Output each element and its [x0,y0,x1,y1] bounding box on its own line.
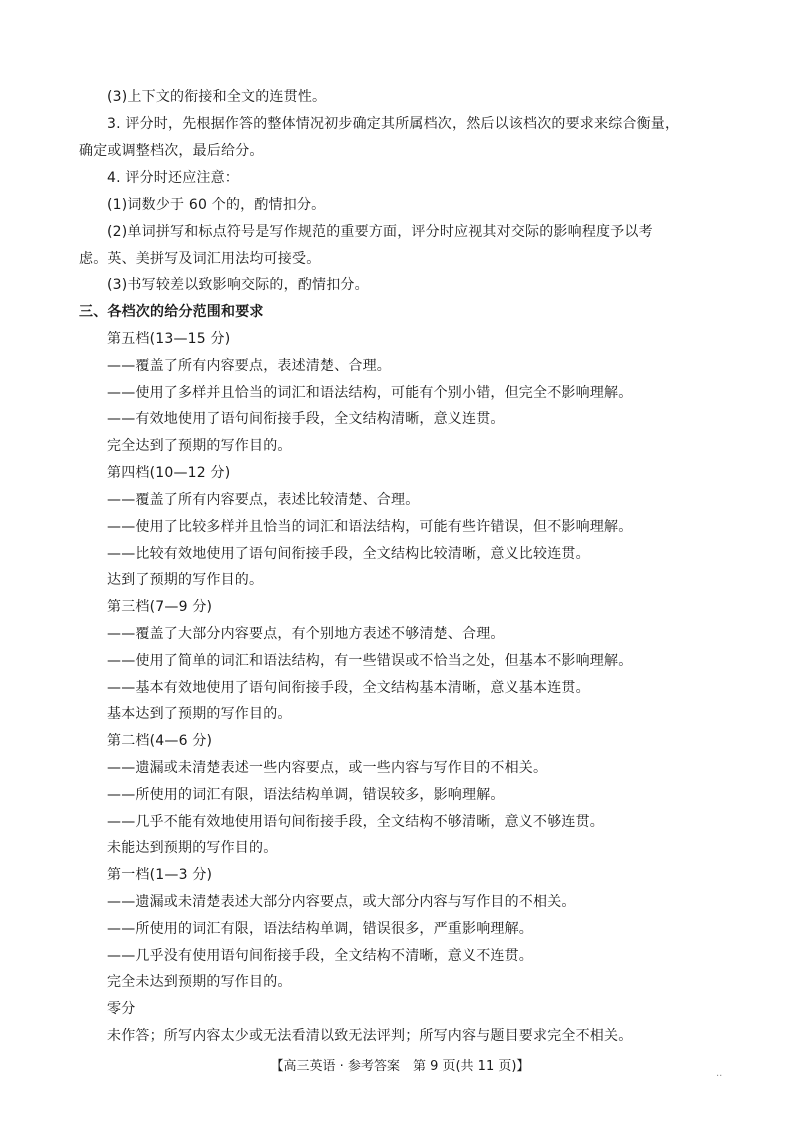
grade-5-summary: 完全达到了预期的写作目的。 [107,438,292,454]
grade-2-item-1: ——遗漏或未清楚表述一些内容要点，或一些内容与写作目的不相关。 [107,760,548,776]
scan-mark: .. [716,1068,723,1079]
grade-2-title: 第二档(4—6 分) [107,733,213,749]
text-line-note-1: (1)词数少于 60 个的，酌情扣分。 [107,197,326,213]
page-footer: 【高三英语 · 参考答案 第 9 页(共 11 页)】 [270,1059,530,1074]
grade-4-summary: 达到了预期的写作目的。 [107,572,264,588]
text-line-note-2-cont: 虑。英、美拼写及词汇用法均可接受。 [79,251,321,267]
text-line-rule-4: 4. 评分时还应注意： [107,170,240,186]
grade-3-item-3: ——基本有效地使用了语句间衔接手段，全文结构基本清晰，意义基本连贯。 [107,680,590,696]
text-line-note-2: (2)单词拼写和标点符号是写作规范的重要方面，评分时应视其对交际的影响程度予以考 [107,224,653,240]
grade-3-item-1: ——覆盖了大部分内容要点，有个别地方表述不够清楚、合理。 [107,626,505,642]
grade-1-item-1: ——遗漏或未清楚表述大部分内容要点，或大部分内容与写作目的不相关。 [107,894,576,910]
text-line-rule-3: 3. 评分时，先根据作答的整体情况初步确定其所属档次，然后以该档次的要求来综合衡量， [107,116,680,132]
text-line-criterion-3: (3)上下文的衔接和全文的连贯性。 [107,89,327,105]
grade-5-item-3: ——有效地使用了语句间衔接手段，全文结构清晰，意义连贯。 [107,411,505,427]
grade-4-item-2: ——使用了比较多样并且恰当的词汇和语法结构，可能有些许错误，但不影响理解。 [107,519,633,535]
grade-2-summary: 未能达到预期的写作目的。 [107,840,278,856]
grade-3-title: 第三档(7—9 分) [107,599,213,615]
text-line-rule-3-cont: 确定或调整档次，最后给分。 [79,143,264,159]
grade-1-title: 第一档(1—3 分) [107,867,213,883]
grade-5-item-2: ——使用了多样并且恰当的词汇和语法结构，可能有个别小错，但完全不影响理解。 [107,385,633,401]
grade-4-title: 第四档(10—12 分) [107,465,231,481]
grade-5-item-1: ——覆盖了所有内容要点，表述清楚、合理。 [107,358,391,374]
grade-2-item-2: ——所使用的词汇有限，语法结构单调，错误较多，影响理解。 [107,787,505,803]
text-line-note-3: (3)书写较差以致影响交际的，酌情扣分。 [107,277,369,293]
grade-3-item-2: ——使用了简单的词汇和语法结构，有一些错误或不恰当之处，但基本不影响理解。 [107,653,633,669]
section-heading: 三、各档次的给分范围和要求 [79,304,264,320]
grade-0-description: 未作答；所写内容太少或无法看清以致无法评判；所写内容与题目要求完全不相关。 [107,1028,633,1044]
grade-3-summary: 基本达到了预期的写作目的。 [107,706,292,722]
grade-4-item-1: ——覆盖了所有内容要点，表述比较清楚、合理。 [107,492,420,508]
grade-1-summary: 完全未达到预期的写作目的。 [107,974,292,990]
grade-5-title: 第五档(13—15 分) [107,331,231,347]
grade-1-item-3: ——几乎没有使用语句间衔接手段，全文结构不清晰，意义不连贯。 [107,948,533,964]
grade-0-title: 零分 [107,1001,136,1017]
grade-4-item-3: ——比较有效地使用了语句间衔接手段，全文结构比较清晰，意义比较连贯。 [107,546,590,562]
grade-1-item-2: ——所使用的词汇有限，语法结构单调，错误很多，严重影响理解。 [107,921,533,937]
grade-2-item-3: ——几乎不能有效地使用语句间衔接手段，全文结构不够清晰，意义不够连贯。 [107,814,604,830]
